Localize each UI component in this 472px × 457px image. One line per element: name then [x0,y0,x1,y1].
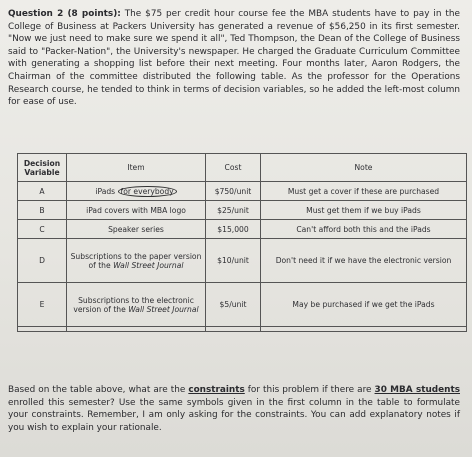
table-row [18,182,467,201]
cell-cost: $10/unit [206,239,261,283]
cell-cost: $15,000 [206,220,261,239]
cell-note: Don't need it if we have the electronic version [261,239,467,283]
header-cost: Cost [206,154,261,182]
underlined-student-count: 30 MBA students [374,385,460,395]
cell-note: Must get a cover if these are purchased [261,182,467,201]
header-item: Item [67,154,206,182]
question-label: Question 2 (8 points): [8,9,121,19]
cell-item [67,283,206,327]
decision-variable-table [17,153,467,332]
cell-variable: D [18,239,67,283]
table-bottom-gap [18,327,467,332]
header-note: Note [261,154,467,182]
table-header-row [18,154,467,182]
table-row [18,201,467,220]
cell-variable: B [18,201,67,220]
cell-variable: E [18,283,67,327]
cell-cost: $25/unit [206,201,261,220]
cell-variable: C [18,220,67,239]
closing-text: for this problem if there are [244,385,375,395]
item-italic-text: Wall Street Journal [113,260,184,270]
cell-cost: $750/unit [206,182,261,201]
cell-cost: $5/unit [206,283,261,327]
cell-item [67,239,206,283]
closing-text: enrolled this semester? Use the same symbols given in the first column in the table to formulate your constraints. Remember, I am only asking for the constraints. You can add explanatory notes if you wish to explain your rationale. [8,397,460,433]
underlined-constraints: constraints [188,385,245,395]
table-row [18,220,467,239]
question-paragraph [8,8,460,109]
cell-variable: A [18,182,67,201]
header-decision-variable: Decision Variable [18,154,67,182]
cell-item: Speaker series [67,220,206,239]
cell-item: iPad covers with MBA logo [67,201,206,220]
item-text: iPads [95,186,118,196]
cell-note: Must get them if we buy iPads [261,201,467,220]
closing-text: Based on the table above, what are the [8,385,189,395]
table-row [18,239,467,283]
cell-note: Can't afford both this and the iPads [261,220,467,239]
cell-item [67,182,206,201]
question-text: The $75 per credit hour course fee the MBA students have to pay in the College of Business at Packers University has generated a revenue of $56,250 in its first semester. "Now we just need to make sure we spend it all", Ted Thompson, the Dean of the College of Business said to "Packer-Nation", the University's newspaper. He charged the Graduate Curriculum Committee with generating a shopping list before their next meeting. Four months later, Aaron Rodgers, the Chairman of the committee distributed the following table. As the professor for the Operations Research course, he tended to think in terms of decision variables, so he added the left-most column for ease of use. [8,9,460,108]
table-row [18,283,467,327]
cell-note: May be purchased if we get the iPads [261,283,467,327]
closing-paragraph [8,384,460,434]
item-text: Subscriptions to the paper version of the [70,251,202,270]
item-text: Subscriptions to the electronic version of the [73,295,194,314]
circled-annotation: for everybody [118,186,177,197]
item-italic-text: Wall Street Journal [128,304,199,314]
